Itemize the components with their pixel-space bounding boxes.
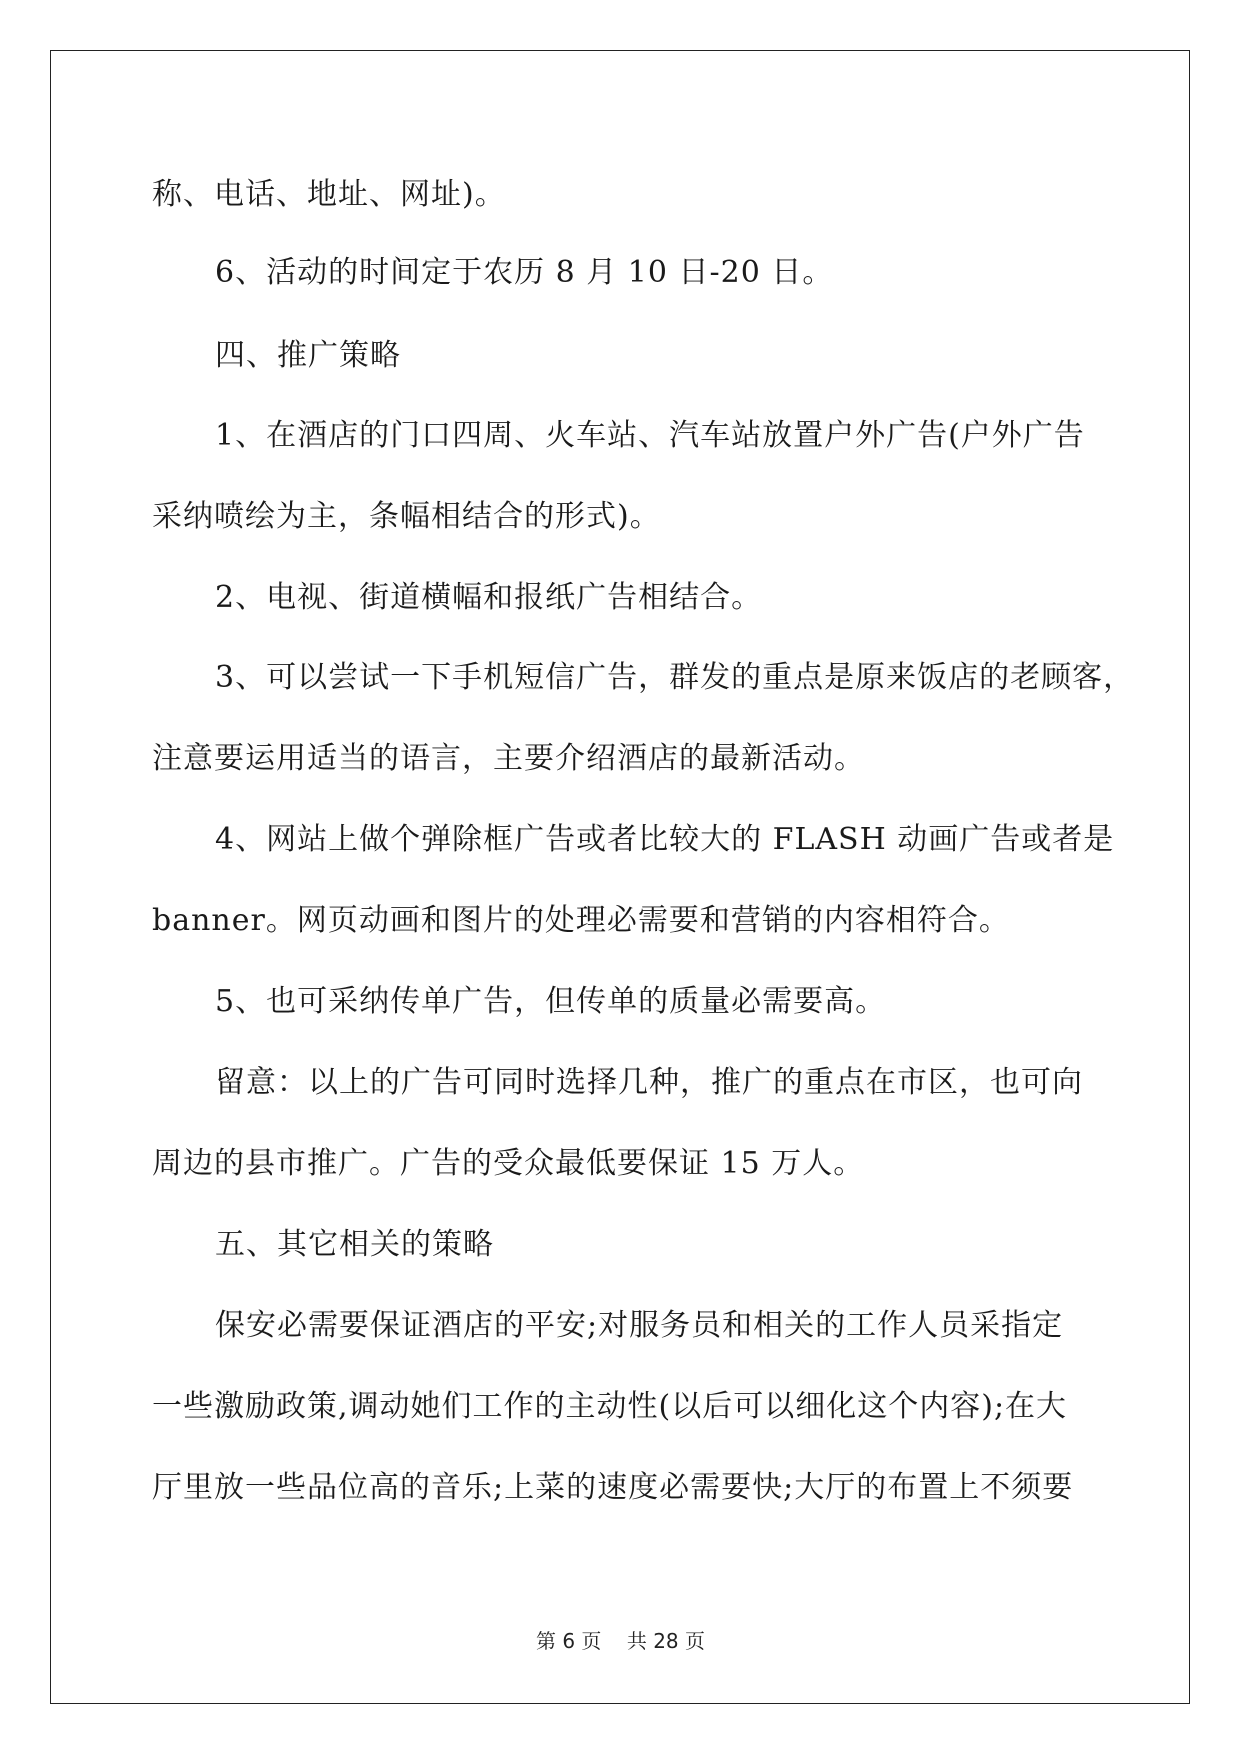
- text-line-11: 5、也可采纳传单广告，但传单的质量必需要高。: [215, 984, 887, 1019]
- text-line-2: 6、活动的时间定于农历 8 月 10 日-20 日。: [215, 255, 834, 290]
- page-number: 第 6 页 共 28 页: [535, 1629, 706, 1653]
- text-line-7: 3、可以尝试一下手机短信广告，群发的重点是原来饭店的老顾客，: [215, 660, 1135, 695]
- section-heading-4: 四、推广策略: [215, 338, 401, 373]
- text-line-13: 周边的县市推广。广告的受众最低要保证 15 万人。: [152, 1146, 865, 1181]
- section-heading-5: 五、其它相关的策略: [215, 1227, 494, 1262]
- text-line-12: 留意：以上的广告可同时选择几种，推广的重点在市区，也可向: [215, 1065, 1083, 1100]
- text-line-10: banner。网页动画和图片的处理必需要和营销的内容相符合。: [152, 903, 1010, 938]
- text-line-17: 厅里放一些品位高的音乐;上菜的速度必需要快;大厅的布置上不须要: [152, 1470, 1074, 1505]
- text-line-16: 一些激励政策,调动她们工作的主动性(以后可以细化这个内容);在大: [152, 1389, 1068, 1424]
- text-line-4: 1、在酒店的门口四周、火车站、汽车站放置户外广告(户外广告: [215, 418, 1085, 453]
- text-line-1: 称、电话、地址、网址)。: [152, 177, 506, 212]
- text-line-9: 4、网站上做个弹除框广告或者比较大的 FLASH 动画广告或者是: [215, 822, 1115, 857]
- text-line-15: 保安必需要保证酒店的平安;对服务员和相关的工作人员采指定: [215, 1308, 1064, 1343]
- text-line-6: 2、电视、街道横幅和报纸广告相结合。: [215, 580, 763, 615]
- text-line-8: 注意要运用适当的语言，主要介绍酒店的最新活动。: [152, 741, 865, 776]
- page-frame: [50, 50, 1190, 1704]
- page-footer: [0, 1625, 1241, 1654]
- text-line-5: 采纳喷绘为主，条幅相结合的形式)。: [152, 499, 661, 534]
